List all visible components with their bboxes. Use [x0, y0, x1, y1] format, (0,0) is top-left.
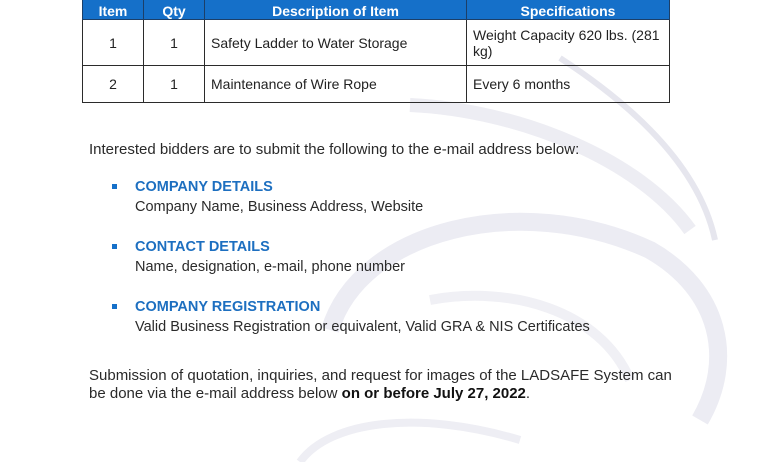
bullet-icon	[112, 304, 117, 309]
header-description: Description of Item	[205, 0, 467, 20]
closing-text: Submission of quotation, inquiries, and request for images of the LADSAFE System can be done via the e-mail address below	[89, 367, 672, 402]
cell-qty: 1	[144, 20, 205, 66]
cell-qty: 1	[144, 66, 205, 103]
requirement-title: CONTACT DETAILS	[135, 239, 270, 255]
requirement-title: COMPANY REGISTRATION	[135, 299, 321, 315]
requirement-desc: Valid Business Registration or equivalent, Valid GRA & NIS Certificates	[135, 319, 590, 335]
closing-paragraph	[89, 367, 689, 403]
cell-description: Safety Ladder to Water Storage	[205, 20, 467, 66]
deadline-text: on or before July 27, 2022	[341, 385, 526, 402]
table-row	[83, 66, 670, 103]
items-table	[82, 0, 670, 103]
bullet-icon	[112, 244, 117, 249]
cell-spec: Every 6 months	[467, 66, 670, 103]
intro-text: Interested bidders are to submit the following to the e-mail address below:	[89, 141, 580, 158]
requirement-desc: Company Name, Business Address, Website	[135, 199, 424, 215]
header-item: Item	[83, 0, 144, 20]
cell-spec: Weight Capacity 620 lbs. (281 kg)	[467, 20, 670, 66]
requirement-desc: Name, designation, e-mail, phone number	[135, 259, 406, 275]
cell-item: 1	[83, 20, 144, 66]
header-qty: Qty	[144, 0, 205, 20]
cell-description: Maintenance of Wire Rope	[205, 66, 467, 103]
table-header-row	[83, 0, 670, 20]
closing-end: .	[525, 385, 531, 402]
header-specifications: Specifications	[467, 0, 670, 20]
bullet-icon	[112, 184, 117, 189]
requirement-title: COMPANY DETAILS	[135, 179, 273, 195]
table-row	[83, 20, 670, 66]
cell-item: 2	[83, 66, 144, 103]
